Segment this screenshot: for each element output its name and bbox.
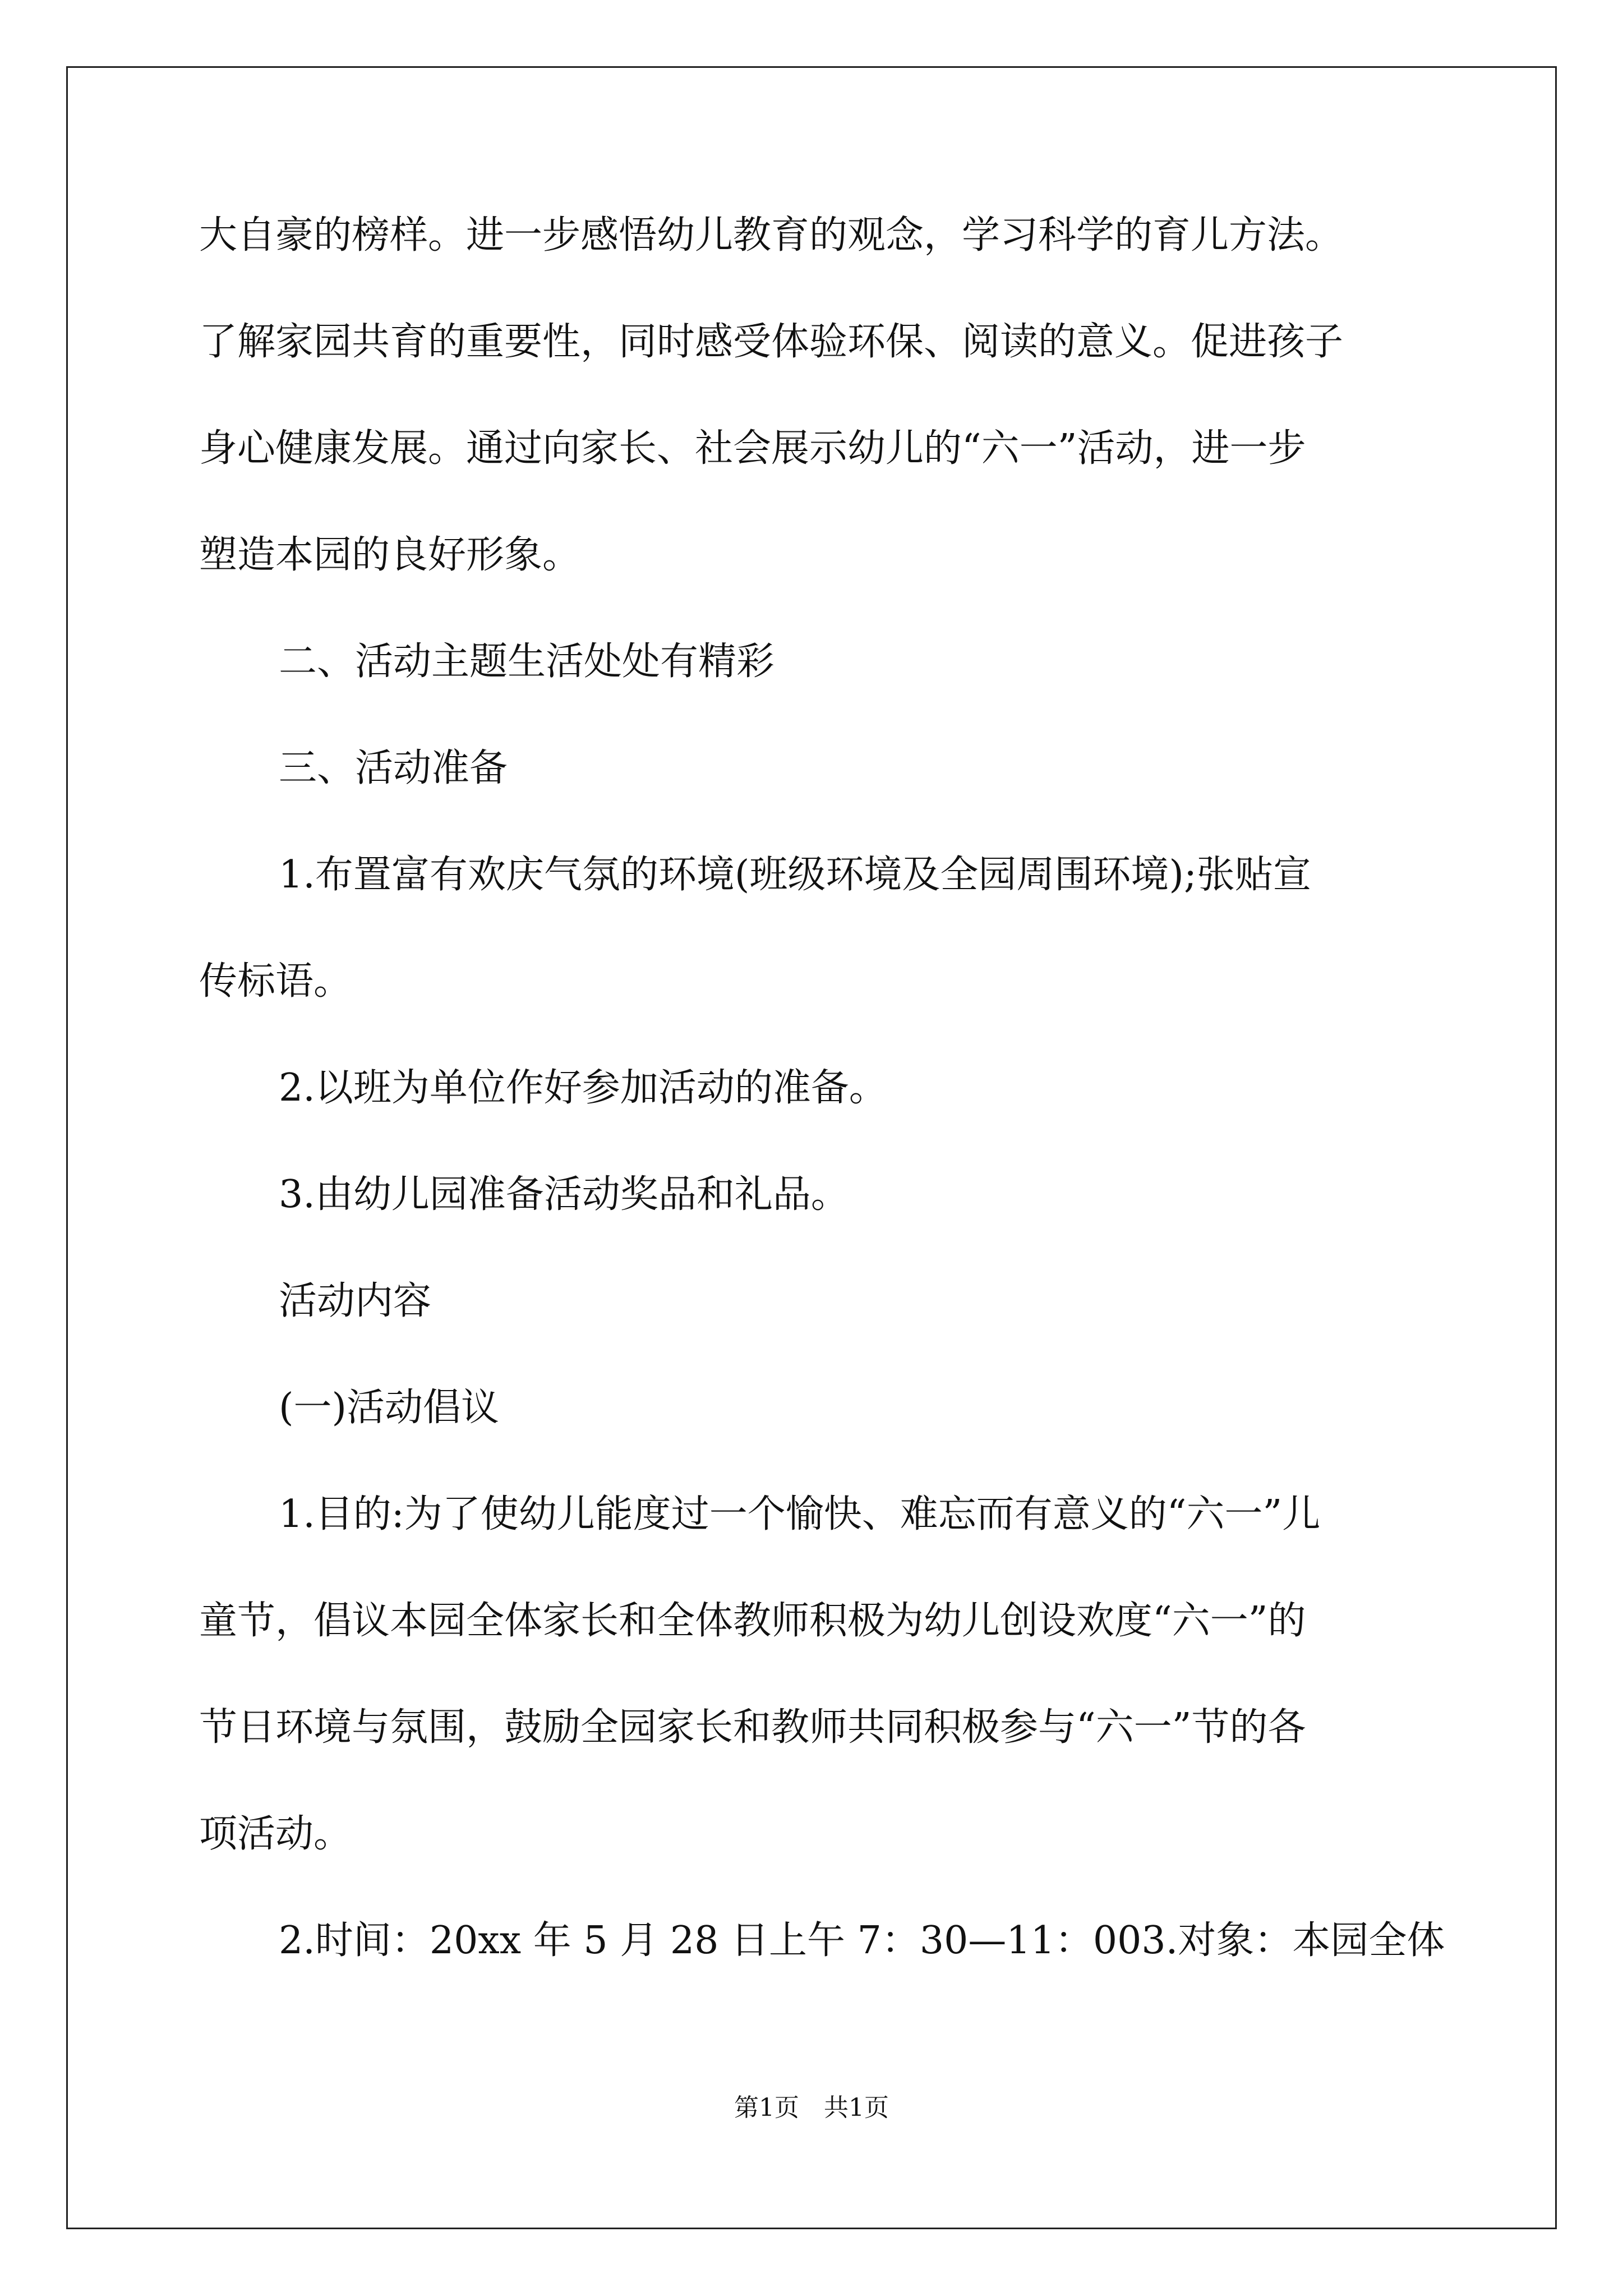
list-item-text: 项活动。 [199,1812,352,1856]
list-item-text: 1.目的:为了使幼儿能度过一个愉快、难忘而有意义的“六一”儿 [279,1492,1321,1536]
page-number-footer: 第1页 共1页 [734,2093,889,2122]
body-text-line: 身心健康发展。通过向家长、社会展示幼儿的“六一”活动，进一步 [199,426,1306,471]
body-text-line: 了解家园共育的重要性，同时感受体验环保、阅读的意义。促进孩子 [199,320,1344,364]
body-text-line: 大自豪的榜样。进一步感悟幼儿教育的观念，学习科学的育儿方法。 [199,213,1344,257]
list-item-text: 1.布置富有欢庆气氛的环境(班级环境及全园周围环境);张贴宣 [279,853,1311,897]
list-item-text: 3.由幼儿园准备活动奖品和礼品。 [279,1172,849,1217]
document-body [199,208,1445,2019]
section-heading-preparation: 三、活动准备 [279,746,508,790]
subsection-heading: (一)活动倡议 [279,1386,500,1430]
section-heading-theme: 二、活动主题生活处处有精彩 [279,639,775,684]
list-item-text: 2.时间：20xx 年 5 月 28 日上午 7：30—11：003.对象：本园全体 [279,1918,1445,1963]
body-text-line: 塑造本园的良好形象。 [199,533,581,577]
section-heading-content: 活动内容 [279,1279,432,1323]
list-item-text: 童节，倡议本园全体家长和全体教师积极为幼儿创设欢度“六一”的 [199,1599,1306,1643]
list-item-text: 传标语。 [199,959,352,1004]
list-item-text: 2.以班为单位作好参加活动的准备。 [279,1066,887,1110]
list-item-text: 节日环境与氛围，鼓励全园家长和教师共同积极参与“六一”节的各 [199,1705,1306,1750]
